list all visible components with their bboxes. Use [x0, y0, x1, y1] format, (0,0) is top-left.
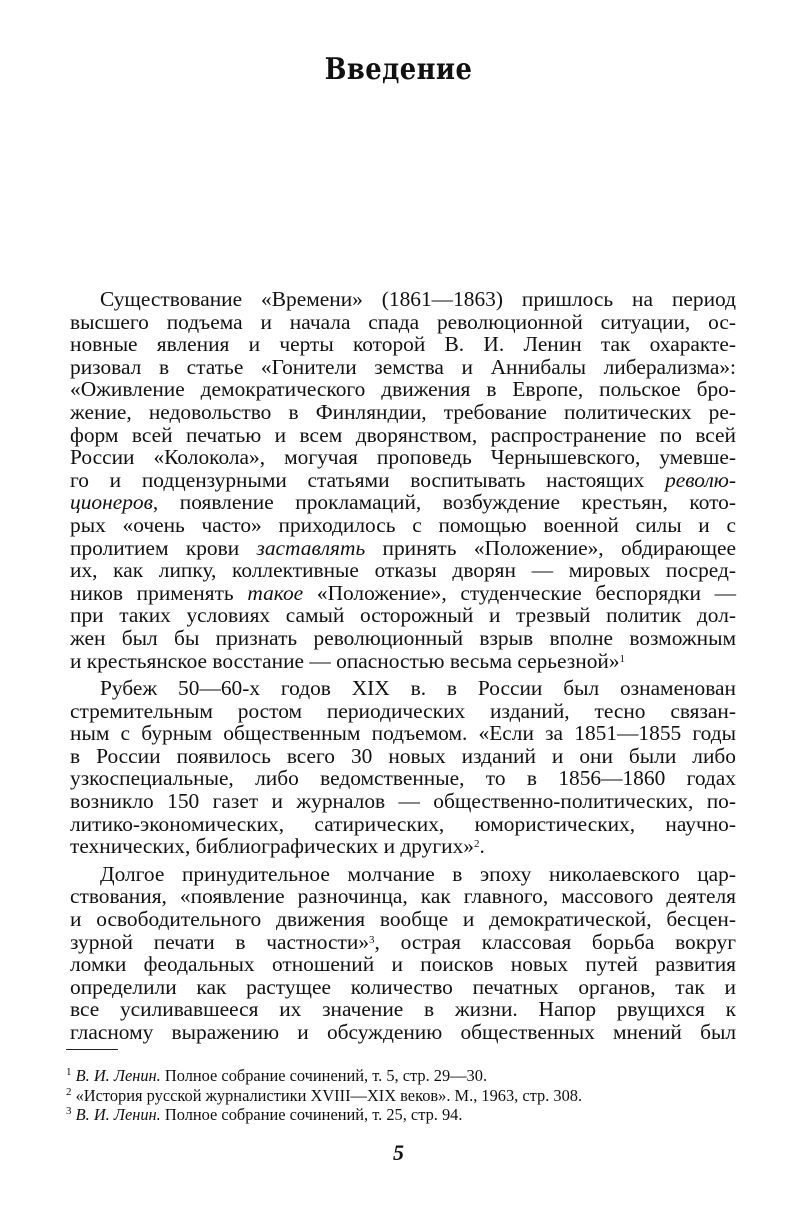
- text-line: высшего подъема и начала спада революционной ситуации, ос-: [70, 309, 736, 334]
- text-line: стремительным ростом периодических изданий, тесно связан-: [70, 698, 736, 723]
- footnote-text: Полное собрание сочинений, т. 25, стр. 94.: [160, 1105, 463, 1124]
- text-segment: , острая классовая борьба вокруг: [374, 929, 737, 954]
- text-line: [70, 582, 736, 605]
- text-segment: го и подцензурными статьями воспитывать настоящих: [70, 467, 666, 492]
- text-line: определили как растущее количество печатных органов, так и: [70, 974, 736, 999]
- text-segment: «Положение», студенческие беспорядки —: [303, 580, 737, 605]
- footnotes: [66, 1066, 746, 1125]
- text-line: литико-экономических, сатирических, юмористических, научно-: [70, 811, 736, 836]
- text-segment: технических, библиографических и других»: [70, 834, 474, 859]
- footnote-author: В. И. Ленин.: [75, 1105, 161, 1124]
- text-line: «Оживление демократического движения в Европе, польское бро-: [70, 377, 736, 402]
- footnote: [66, 1105, 746, 1125]
- text-line: [70, 537, 736, 560]
- text-segment: , появление прокламаций, возбуждение крестьян, кото-: [152, 490, 736, 515]
- footnote-ref: 1: [619, 652, 626, 665]
- text-line: жен был бы признать революционный взрыв вполне возможным: [70, 625, 736, 650]
- text-line: форм всей печатью и всем дворянством, распространение по всей: [70, 422, 736, 447]
- text-line: [70, 491, 736, 514]
- footnote: [66, 1086, 746, 1106]
- text-line: в России появилось всего 30 новых изданий и они были либо: [70, 743, 736, 768]
- italic-text: револю-: [665, 467, 736, 492]
- footnote-author: В. И. Ленин.: [75, 1066, 161, 1085]
- italic-text: ционеров: [70, 490, 153, 515]
- footnote-text: «История русской журналистики XVIII—XIX веков». М., 1963, стр. 308.: [75, 1085, 583, 1105]
- footnote-number: 1: [66, 1066, 72, 1078]
- italic-text: заставлять: [256, 535, 366, 560]
- text-segment: зурной печати в частности»: [70, 929, 370, 954]
- text-line: и освободительного движения вообще и демократической, бесцен-: [70, 907, 736, 932]
- italic-text: такое: [247, 580, 304, 605]
- text-line: все усиливавшееся их значение в жизни. Напор рвущихся к: [70, 997, 736, 1022]
- text-segment: ников применять: [70, 580, 248, 605]
- text-line: Долгое принудительное молчание в эпоху николаевского цар-: [100, 861, 736, 886]
- text-line: ломки феодальных отношений и поисков новых путей развития: [70, 952, 736, 977]
- text-line: технических, библиографических и других»$^2$.: [70, 834, 485, 859]
- text-line: [70, 650, 736, 673]
- text-line: их, как липку, коллективные отказы дворян — мировых посред-: [70, 558, 736, 583]
- text-line: гласному выражению и обсуждению общественных мнений был: [70, 1020, 736, 1044]
- footnote-divider: [66, 1049, 118, 1050]
- text-line: узкоспециальные, либо ведомственные, то в 1856—1860 годах: [70, 766, 736, 791]
- text-segment: и крестьянское восстание — опасностью весьма серьезной»: [70, 648, 620, 673]
- footnote-ref: 3: [369, 933, 375, 946]
- text-line: рых «очень часто» приходилось с помощью военной силы и с: [70, 512, 736, 537]
- footnote-ref: 2: [474, 838, 480, 851]
- text-line: возникло 150 газет и журналов — общественно-политических, по-: [70, 789, 736, 814]
- text-line: жение, недовольство в Финляндии, требование политических ре-: [70, 399, 736, 424]
- text-line: новные явления и черты которой В. И. Ленин так охаракте-: [70, 332, 736, 357]
- main-text: [70, 288, 736, 1044]
- text-segment: принять «Положение», обдирающее: [365, 535, 736, 560]
- text-segment: пролитием крови: [70, 535, 257, 560]
- page-number: 5: [393, 1140, 404, 1165]
- text-line: ризовал в статье «Гонители земства и Аннибалы либерализма»:: [70, 354, 736, 379]
- page-title: Введение: [324, 52, 473, 87]
- footnote-number: 2: [66, 1085, 72, 1098]
- footnote-number: 3: [66, 1105, 72, 1117]
- text-line: Рубеж 50—60-х годов XIX в. в России был ознаменован: [100, 676, 736, 701]
- footnote-text: Полное собрание сочинений, т. 5, стр. 29—30.: [160, 1066, 488, 1085]
- text-line: [70, 469, 736, 492]
- text-line: Существование «Времени» (1861—1863) пришлось на период: [100, 287, 736, 311]
- text-line: ствования, «появление разночинца, как главного, массового деятеля: [70, 884, 736, 909]
- text-line: [70, 931, 736, 954]
- footnote: [66, 1066, 746, 1086]
- text-line: при таких условиях самый осторожный и трезвый политик дол-: [70, 603, 736, 628]
- text-line: России «Колокола», могучая проповедь Чернышевского, умевше-: [70, 445, 736, 470]
- text-line: ным с бурным общественным подъемом. «Если за 1851—1855 годы: [70, 721, 736, 746]
